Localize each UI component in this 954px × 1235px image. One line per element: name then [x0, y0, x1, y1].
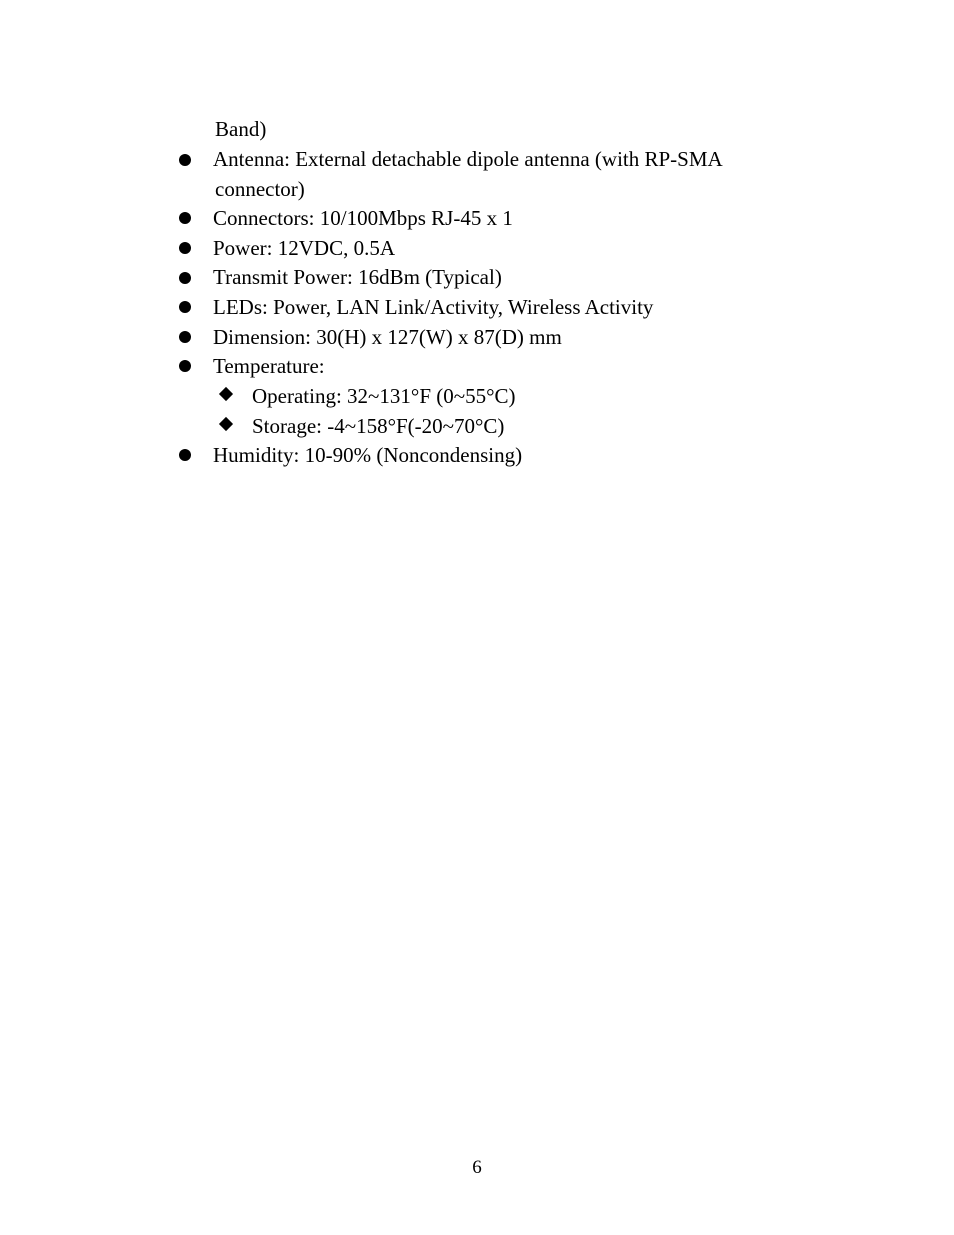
sub-item-operating: Operating: 32~131°F (0~55°C)	[252, 384, 516, 408]
list-item-dimension: Dimension: 30(H) x 127(W) x 87(D) mm	[213, 325, 562, 349]
bullet-icon	[179, 301, 191, 313]
diamond-bullet-icon	[219, 417, 233, 431]
list-item-humidity: Humidity: 10-90% (Noncondensing)	[213, 443, 523, 467]
list-item-connectors: Connectors: 10/100Mbps RJ-45 x 1	[213, 206, 513, 230]
sub-item-storage: Storage: -4~158°F(-20~70°C)	[252, 414, 505, 438]
bullet-icon	[179, 449, 191, 461]
list-item-antenna-continuation: connector)	[215, 177, 305, 201]
diamond-bullet-icon	[219, 387, 233, 401]
page-number: 6	[472, 1157, 482, 1178]
continuation-text: Band)	[215, 117, 267, 141]
list-item-antenna: Antenna: External detachable dipole antenna (with RP-SMA	[213, 147, 723, 171]
list-item-leds: LEDs: Power, LAN Link/Activity, Wireless Activity	[213, 295, 654, 319]
list-item-power: Power: 12VDC, 0.5A	[213, 236, 395, 260]
bullet-icon	[179, 272, 191, 284]
list-item-transmit-power: Transmit Power: 16dBm (Typical)	[213, 265, 502, 289]
bullet-icon	[179, 331, 191, 343]
bullet-icon	[179, 212, 191, 224]
list-item-temperature: Temperature:	[213, 354, 325, 378]
bullet-icon	[179, 242, 191, 254]
bullet-icon	[179, 360, 191, 372]
bullet-icon	[179, 154, 191, 166]
